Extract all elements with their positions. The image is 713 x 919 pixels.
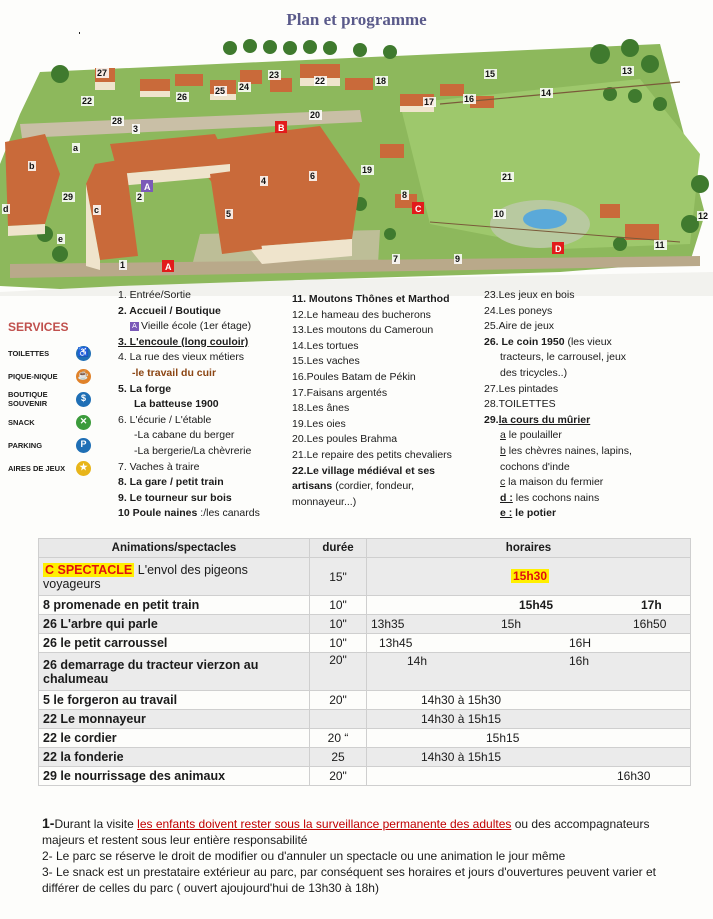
times-cell xyxy=(367,615,691,634)
times-cell xyxy=(367,729,691,748)
times-cell xyxy=(367,596,691,615)
map-location-number: 4 xyxy=(261,176,267,186)
note-1: 1-Durant la visite les enfants doivent rester sous la surveillance permanente des adultes ou des accompagnateurs majeurs et restent sous leur entière responsabilité xyxy=(42,815,650,847)
time-value: 15h xyxy=(501,616,522,631)
times-cell xyxy=(367,558,691,596)
schedule-row xyxy=(39,748,691,767)
playground-icon: ★ xyxy=(76,461,91,476)
time-value: 14h30 à 15h30 xyxy=(421,692,502,707)
legend-item: 10 Poule naines :/les canards xyxy=(118,507,260,520)
activity-cell: 29 le nourrissage des animaux xyxy=(39,767,310,786)
map-location-number: 28 xyxy=(112,116,123,126)
activity-cell: 5 le forgeron au travail xyxy=(39,691,310,710)
map-location-number: 11 xyxy=(655,240,665,250)
map-location-number: 8 xyxy=(402,190,408,200)
legend-item: 29.la cours du mûrier xyxy=(484,413,591,426)
schedule-row xyxy=(39,691,691,710)
note-3: 3- Le snack est un prestataire extérieur au parc, par conséquent ses horaires et jours d'ouvertures peuvent varier et différer de celles du parc ( ouvert ajoujourd'hui de 13h30 à 18h) xyxy=(42,865,656,895)
map-location-number: 12 xyxy=(698,211,709,221)
time-value: 14h30 à 15h15 xyxy=(421,749,502,764)
legend-item: 7. Vaches à traire xyxy=(118,460,200,473)
map-location-number: 22 xyxy=(315,76,326,86)
map-location-number: 15 xyxy=(485,69,496,79)
time-value: 13h35 xyxy=(371,616,405,631)
schedule-row xyxy=(39,729,691,748)
times-cell xyxy=(367,767,691,786)
activity-cell: 22 le cordier xyxy=(39,729,310,748)
service-label: SNACK xyxy=(8,417,35,427)
activity-cell: 26 le petit carroussel xyxy=(39,634,310,653)
legend-item: e : le potier xyxy=(500,507,557,520)
legend-item: 14.Les tortues xyxy=(292,339,359,352)
legend-item: 28.TOILETTES xyxy=(484,398,556,411)
legend-item: 26. Le coin 1950 (les vieux xyxy=(484,335,612,348)
legend-item: tracteurs, le carrousel, jeux xyxy=(500,351,627,364)
legend-item: b les chèvres naines, lapins, xyxy=(500,444,632,457)
legend-item: 3. L'encoule (long couloir) xyxy=(118,335,249,348)
legend-column-1 xyxy=(118,288,298,522)
duration-cell: 10" xyxy=(310,634,367,653)
map-location-number: 16 xyxy=(464,94,475,104)
activity-cell: 22 la fonderie xyxy=(39,748,310,767)
duration-cell: 20" xyxy=(310,653,367,691)
legend-item: 23.Les jeux en bois xyxy=(484,289,575,301)
legend-item: -La bergerie/La chèvrerie xyxy=(134,444,252,457)
legend-item: 12.Le hameau des bucherons xyxy=(292,308,431,321)
legend-item: -La cabane du berger xyxy=(134,429,235,442)
service-item xyxy=(8,388,108,411)
page-title: Plan et programme xyxy=(286,10,427,29)
activity-cell: 22 Le monnayeur xyxy=(39,710,310,729)
time-value: 16H xyxy=(569,635,592,650)
legend-item: d : les cochons nains xyxy=(500,491,600,504)
map-location-number: 23 xyxy=(269,70,280,80)
legend-item: 19.Les oies xyxy=(292,417,346,430)
map-location-number: 22 xyxy=(82,96,93,106)
times-cell xyxy=(367,691,691,710)
shop-icon: $ xyxy=(76,392,91,407)
activity-cell: 26 demarrage du tracteur vierzon au chalumeau xyxy=(39,653,310,691)
map-location-number: 27 xyxy=(97,68,108,78)
service-label: BOUTIQUE SOUVENIR xyxy=(8,390,48,409)
legend-item: 6. L'écurie / L'étable xyxy=(118,413,212,426)
map-location-number: e xyxy=(58,234,64,244)
times-cell xyxy=(367,748,691,767)
map-location-number: 14 xyxy=(541,88,552,98)
legend-item: 24.Les poneys xyxy=(484,304,553,317)
map-location-number: 17 xyxy=(424,97,435,107)
time-value: 17h xyxy=(641,597,662,612)
map-marker-letter: C xyxy=(415,204,422,214)
legend-column-3 xyxy=(484,288,709,522)
service-label: PARKING xyxy=(8,440,43,450)
legend-item: -le travail du cuir xyxy=(132,366,217,379)
spectacle-tag: C SPECTACLE xyxy=(45,562,133,577)
times-cell xyxy=(367,653,691,691)
map-location-number: 21 xyxy=(502,172,513,182)
schedule-row xyxy=(39,558,691,596)
activity-cell: C SPECTACLE L'envol des pigeons voyageurs xyxy=(39,558,310,596)
time-value: 16h50 xyxy=(633,616,667,631)
time-value: 15h30 xyxy=(513,568,548,583)
map-location-number: 20 xyxy=(310,110,321,120)
park-map-drawing xyxy=(0,34,713,296)
legend-item: 13.Les moutons du Cameroun xyxy=(292,324,434,337)
map-location-number: 9 xyxy=(455,254,461,264)
legend-item: 16.Poules Batam de Pékin xyxy=(292,370,416,383)
service-item xyxy=(8,342,108,365)
duration-cell: 20" xyxy=(310,691,367,710)
schedule-row xyxy=(39,767,691,786)
map-marker-letter: D xyxy=(555,244,562,254)
legend-item: c la maison du fermier xyxy=(500,476,604,489)
header-activity: Animations/spectacles xyxy=(39,539,310,558)
legend-column-2 xyxy=(292,292,482,510)
legend-item: 20.Les poules Brahma xyxy=(292,433,398,446)
schedule-row xyxy=(39,653,691,691)
map-location-number: a xyxy=(73,143,79,153)
schedule-table xyxy=(38,538,691,786)
map-location-number: 5 xyxy=(226,209,232,219)
schedule-row xyxy=(39,615,691,634)
services-list xyxy=(8,342,108,480)
map-location-number: 25 xyxy=(215,86,226,96)
duration-cell: 20" xyxy=(310,767,367,786)
times-cell xyxy=(367,710,691,729)
map-location-number: 6 xyxy=(310,171,316,181)
map-location-number: 19 xyxy=(362,165,373,175)
duration-cell: 15" xyxy=(310,558,367,596)
map-location-number: c xyxy=(94,205,100,215)
legend-item: 9. Le tourneur sur bois xyxy=(118,491,232,504)
map-marker-letter: A xyxy=(144,182,151,192)
legend-item: 21.Le repaire des petits chevaliers xyxy=(292,448,452,461)
time-value: 15h45 xyxy=(519,597,554,612)
legend-item: 5. La forge xyxy=(118,382,172,395)
service-item xyxy=(8,434,108,457)
duration-cell: 10" xyxy=(310,615,367,634)
header-times: horaires xyxy=(367,539,691,558)
legend-item: La batteuse 1900 xyxy=(134,398,219,411)
legend-item: cochons d'inde xyxy=(500,460,570,473)
services-panel xyxy=(8,320,108,480)
park-map xyxy=(0,34,713,296)
map-marker-letter: A xyxy=(165,262,172,272)
legend-item: 18.Les ânes xyxy=(292,402,350,415)
legend-item: artisans (cordier, fondeur, xyxy=(292,480,414,493)
map-location-number: 3 xyxy=(133,124,139,134)
map-location-number: 10 xyxy=(494,209,505,219)
time-value: 16h30 xyxy=(617,768,651,783)
time-value: 15h15 xyxy=(486,730,520,745)
snack-icon: ✕ xyxy=(76,415,91,430)
time-value: 13h45 xyxy=(379,635,413,650)
time-value: 14h30 à 15h15 xyxy=(421,711,502,726)
duration-cell: 25 xyxy=(310,748,367,767)
service-label: PIQUE-NIQUE xyxy=(8,371,58,381)
schedule-row xyxy=(39,710,691,729)
service-label: AIRES DE JEUX xyxy=(8,463,66,473)
services-title: SERVICES xyxy=(8,320,69,334)
map-location-number: 13 xyxy=(622,66,633,76)
legend-item: 27.Les pintades xyxy=(484,382,559,395)
duration-cell: 10" xyxy=(310,596,367,615)
header-duration: durée xyxy=(310,539,367,558)
time-value: 16h xyxy=(569,654,590,668)
legend-item: 22.Le village médiéval et ses xyxy=(292,464,436,477)
map-location-number: 29 xyxy=(63,192,74,202)
schedule-row xyxy=(39,634,691,653)
map-location-number: 18 xyxy=(376,76,387,86)
legend-section xyxy=(0,288,713,536)
activity-cell: 26 L'arbre qui parle xyxy=(39,615,310,634)
map-location-number: d xyxy=(3,204,9,214)
map-location-number: 7 xyxy=(393,254,399,264)
time-value: 14h xyxy=(407,654,428,668)
legend-item: 25.Aire de jeux xyxy=(484,320,555,333)
school-badge: A xyxy=(130,322,139,331)
duration-cell xyxy=(310,710,367,729)
legend-item: 1. Entrée/Sortie xyxy=(118,289,191,301)
map-location-number: b xyxy=(29,161,35,171)
map-location-number: 1 xyxy=(120,260,126,270)
duration-cell: 20 “ xyxy=(310,729,367,748)
toilet-icon: ♿ xyxy=(76,346,91,361)
service-item xyxy=(8,457,108,480)
service-label: TOILETTES xyxy=(8,348,50,358)
legend-item: monnayeur...) xyxy=(292,495,357,508)
picnic-icon: ☕ xyxy=(76,369,91,384)
activity-cell: 8 promenade en petit train xyxy=(39,596,310,615)
legend-item: 4. La rue des vieux métiers xyxy=(118,351,245,364)
map-location-number: 24 xyxy=(239,82,250,92)
map-marker-letter: B xyxy=(278,123,285,133)
legend-item: 15.Les vaches xyxy=(292,355,360,368)
legend-item: a le poulailler xyxy=(500,429,562,442)
legend-item: des tricycles..) xyxy=(500,366,568,379)
schedule-header-row xyxy=(39,539,691,558)
service-item xyxy=(8,365,108,388)
service-item xyxy=(8,411,108,434)
map-location-number: 2 xyxy=(137,192,143,202)
legend-item: 2. Accueil / Boutique xyxy=(118,304,221,317)
legend-item: 8. La gare / petit train xyxy=(118,476,224,489)
legend-item: 11. Moutons Thônes et Marthod xyxy=(292,293,450,305)
notes-section xyxy=(42,815,682,896)
legend-item: 17.Faisans argentés xyxy=(292,386,388,399)
map-location-number: 26 xyxy=(177,92,188,102)
legend-item: A Vieille école (1er étage) xyxy=(118,319,298,335)
note-2: 2- Le parc se réserve le droit de modifier ou d'annuler un spectacle ou une animation le jour même xyxy=(42,849,566,863)
times-cell xyxy=(367,634,691,653)
schedule-row xyxy=(39,596,691,615)
parking-icon: P xyxy=(76,438,91,453)
